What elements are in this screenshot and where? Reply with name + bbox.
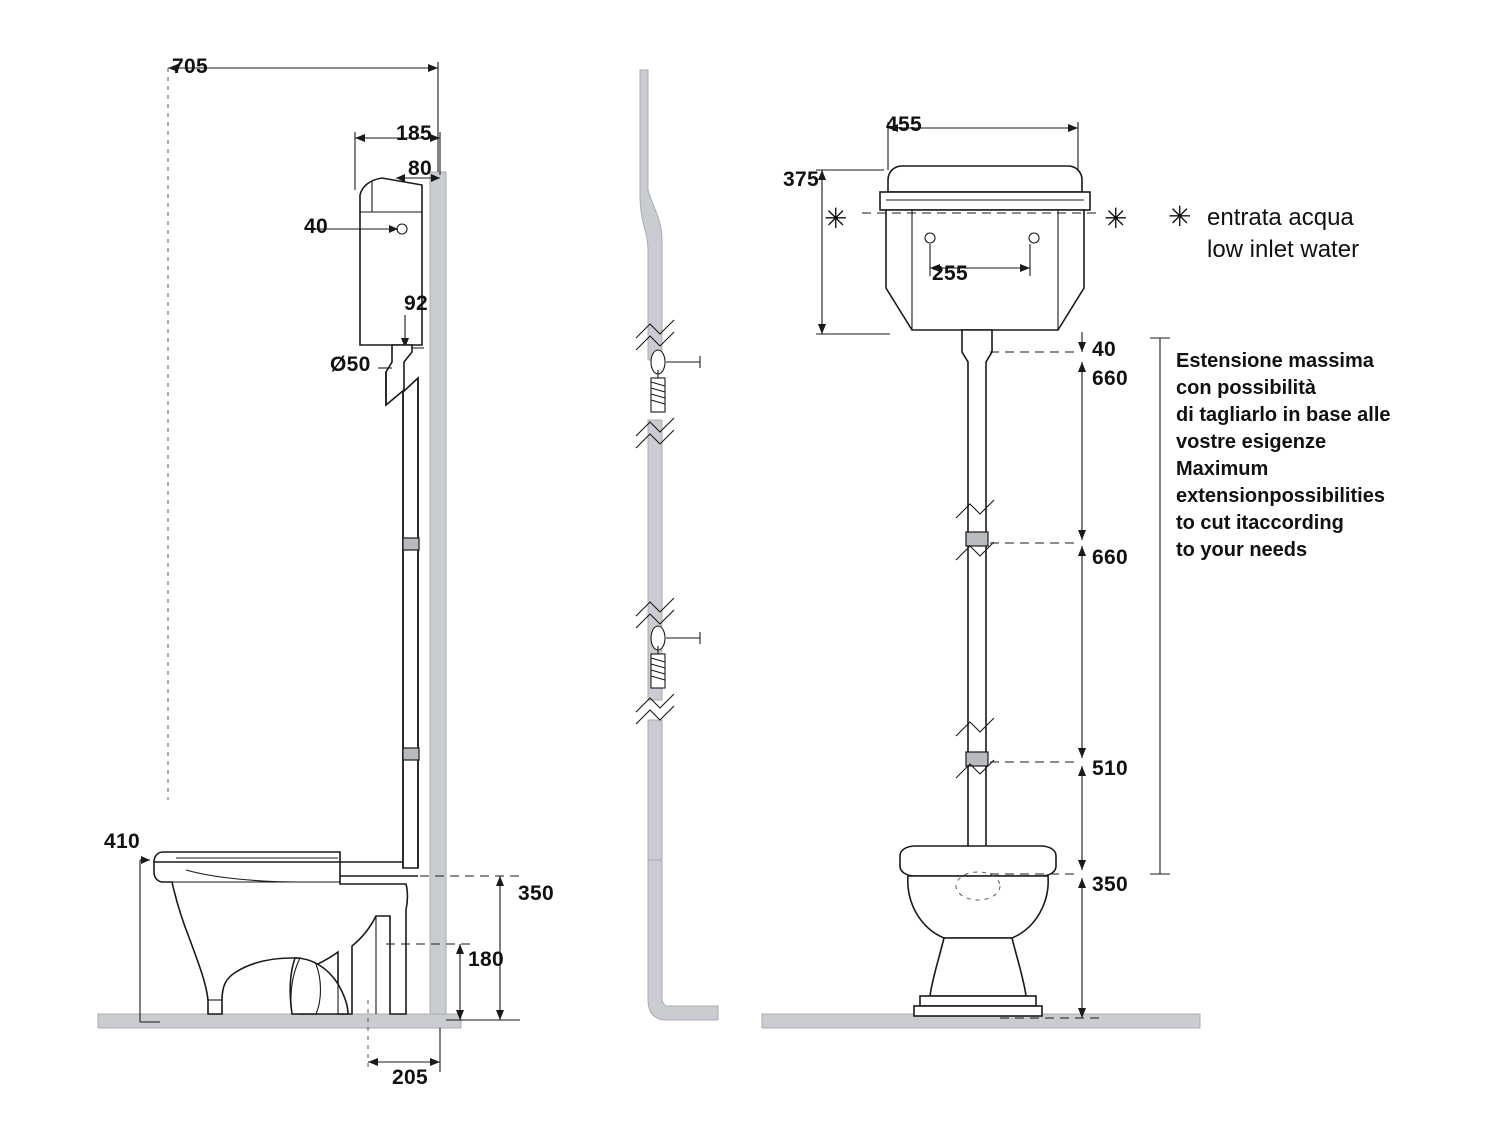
note-line-8: to your needs (1176, 539, 1308, 561)
dim-375: 375 (783, 168, 819, 191)
legend-text-it: entrata acqua (1207, 204, 1354, 231)
dim-diameter-50: Ø50 (330, 353, 371, 376)
pipe-collar-left-1 (403, 538, 419, 550)
inlet-hole-left (397, 224, 407, 234)
pipe-collar-right-2 (966, 752, 988, 766)
flush-pipe-left (403, 378, 418, 868)
pipe-low-detail (648, 720, 662, 870)
dim-350-right: 350 (1092, 873, 1128, 896)
pipe-elbow-detail (648, 860, 718, 1020)
note-line-3: di tagliarlo in base alle (1176, 404, 1391, 426)
note-line-1: Estensione massima (1176, 350, 1374, 372)
dim-40-right: 40 (1092, 338, 1116, 361)
pipe-collar-right-1 (966, 532, 988, 546)
asterisk-icon-left: ✳ (824, 202, 848, 235)
dim-185: 185 (396, 122, 432, 145)
asterisk-icon-legend: ✳ (1168, 200, 1192, 233)
cistern-rim-right (880, 192, 1090, 210)
legend-text-en: low inlet water (1207, 236, 1360, 263)
dim-92: 92 (404, 292, 428, 315)
flush-pipe-right (962, 330, 992, 862)
asterisk-icon-right: ✳ (1104, 202, 1128, 235)
dim-205: 205 (392, 1066, 428, 1089)
note-line-2: con possibilità (1176, 377, 1317, 399)
bowl-rim-right (900, 846, 1056, 876)
note-line-5: Maximum (1176, 458, 1269, 480)
cistern-lid-right (888, 166, 1082, 192)
bowl-pedestal-right (930, 938, 1026, 996)
dim-455: 455 (886, 113, 922, 136)
dim-705: 705 (172, 55, 208, 78)
cistern-body-right (886, 210, 1084, 330)
dim-510: 510 (1092, 757, 1128, 780)
dim-350-left: 350 (518, 882, 554, 905)
bowl-base-ring-2 (914, 1006, 1042, 1016)
inlet-hole-right-left (925, 233, 935, 243)
dim-660-upper: 660 (1092, 367, 1128, 390)
pipe-collar-left-2 (403, 748, 419, 760)
cistern-left (360, 178, 422, 345)
note-line-4: vostre esigenze (1176, 431, 1327, 453)
note-line-7: to cut itaccording (1176, 512, 1344, 534)
dim-180: 180 (468, 948, 504, 971)
wall-left (430, 172, 446, 1027)
dim-410: 410 (104, 830, 140, 853)
bowl-base-ring-1 (920, 996, 1036, 1006)
note-line-6: extensionpossibilities (1176, 485, 1385, 507)
dim-660-middle: 660 (1092, 546, 1128, 569)
bowl-body-right (908, 876, 1048, 938)
dim-255: 255 (932, 262, 968, 285)
dim-80: 80 (408, 157, 432, 180)
floor-left (98, 1014, 461, 1028)
inlet-hole-right-right (1029, 233, 1039, 243)
pipe-top-detail (640, 70, 662, 360)
dim-40-left: 40 (304, 215, 328, 238)
